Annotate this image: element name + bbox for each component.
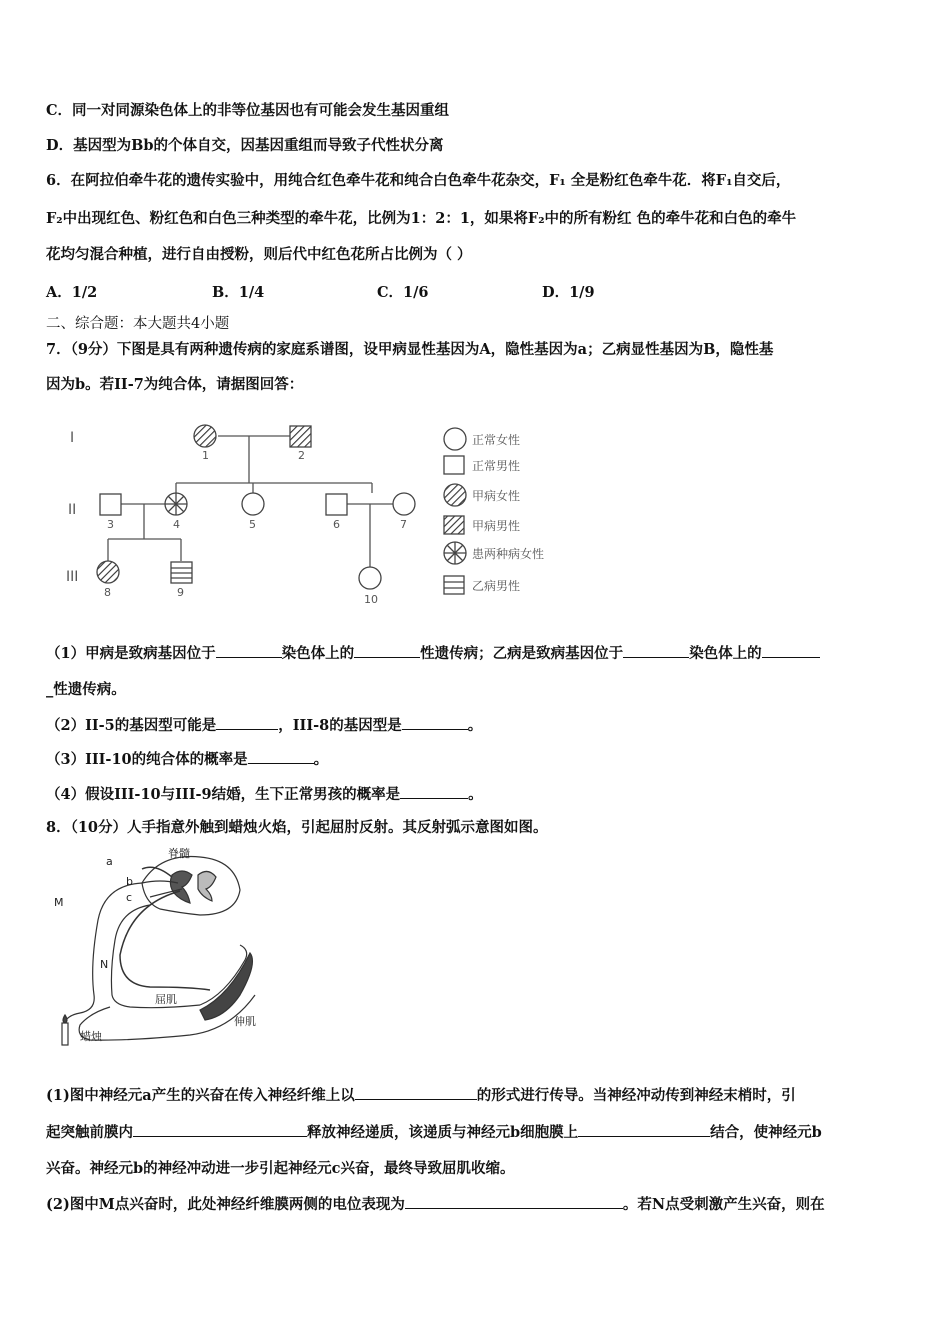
q6-option-d: D．1/9 bbox=[542, 284, 595, 301]
legend-disease-b-male: 乙病男性 bbox=[472, 579, 521, 593]
answer-blank[interactable] bbox=[762, 643, 820, 658]
legend-disease-a-female: 甲病女性 bbox=[472, 489, 521, 503]
answer-blank[interactable] bbox=[216, 643, 282, 658]
q8-sub2-line1: (2)图中M点兴奋时，此处神经纤维膜两侧的电位表现为 。若N点受刺激产生兴奋，则在 bbox=[46, 1196, 825, 1213]
q7-sub1-cont: _性遗传病。 bbox=[46, 681, 126, 698]
legend-both-diseases-female: 患两种病女性 bbox=[472, 547, 545, 561]
q7-line-1: 7．（9分）下图是具有两种遗传病的家庭系谱图，设甲病显性基因为A，隐性基因为a；乙病显性基因为B，隐性基 bbox=[46, 341, 774, 358]
section-heading: 二、综合题：本大题共4小题 bbox=[46, 316, 230, 332]
individual-III-10 bbox=[359, 567, 381, 589]
id-9: 9 bbox=[177, 586, 184, 599]
individual-III-9 bbox=[171, 562, 192, 583]
q5-option-c: C．同一对同源染色体上的非等位基因也有可能会发生基因重组 bbox=[46, 102, 450, 119]
gen-label-I: I bbox=[70, 430, 75, 446]
answer-blank[interactable] bbox=[248, 749, 314, 764]
label-flexor: 屈肌 bbox=[155, 993, 177, 1006]
q6-option-a: A．1/2 bbox=[46, 284, 98, 301]
individual-II-3 bbox=[100, 494, 121, 515]
individual-I-2 bbox=[290, 426, 311, 447]
answer-blank[interactable] bbox=[578, 1122, 710, 1137]
q7-sub1: （1）甲病是致病基因位于 染色体上的 性遗传病；乙病是致病基因位于 染色体上的 bbox=[46, 643, 820, 664]
pedigree-chart bbox=[60, 415, 590, 615]
id-6: 6 bbox=[333, 518, 340, 531]
individual-II-6 bbox=[326, 494, 347, 515]
id-1: 1 bbox=[202, 449, 209, 462]
answer-blank[interactable] bbox=[354, 643, 420, 658]
q8-sub1-line1: (1)图中神经元a产生的兴奋在传入神经纤维上以 的形式进行传导。当神经冲动传到神经末梢时，引 bbox=[46, 1087, 796, 1104]
label-a: a bbox=[106, 855, 113, 868]
id-7: 7 bbox=[400, 518, 407, 531]
answer-blank[interactable] bbox=[133, 1122, 307, 1137]
id-8: 8 bbox=[104, 586, 111, 599]
gen-label-III: III bbox=[66, 569, 79, 585]
q6-line-1: 6．在阿拉伯牵牛花的遗传实验中，用纯合红色牵牛花和纯合白色牵牛花杂交，F₁ 全是粉红色牵牛花．将F₁自交后， bbox=[46, 172, 791, 189]
reflex-arc-figure bbox=[50, 845, 290, 1055]
answer-blank[interactable] bbox=[623, 643, 689, 658]
individual-I-1 bbox=[194, 425, 216, 447]
q8-sub1-line3: 兴奋。神经元b的神经冲动进一步引起神经元c兴奋，最终导致屈肌收缩。 bbox=[46, 1160, 515, 1177]
q6-option-b: B．1/4 bbox=[212, 284, 265, 301]
individual-III-8 bbox=[97, 561, 119, 583]
answer-blank[interactable] bbox=[400, 784, 468, 799]
answer-blank[interactable] bbox=[402, 715, 468, 730]
individual-II-5 bbox=[242, 493, 264, 515]
q8-line-1: 8．（10分）人手指意外触到蜡烛火焰，引起屈肘反射。其反射弧示意图如图。 bbox=[46, 819, 548, 836]
id-10: 10 bbox=[364, 593, 378, 606]
legend-normal-female: 正常女性 bbox=[472, 433, 521, 447]
q6-line-2: F₂中出现红色、粉红色和白色三种类型的牵牛花，比例为1：2：1，如果将F₂中的所有粉红 色的牵牛花和白色的牵牛 bbox=[46, 210, 797, 227]
q6-option-c: C．1/6 bbox=[377, 284, 429, 301]
label-N: N bbox=[100, 958, 109, 971]
id-3: 3 bbox=[107, 518, 114, 531]
label-extensor: 伸肌 bbox=[234, 1015, 256, 1028]
id-5: 5 bbox=[249, 518, 256, 531]
answer-blank[interactable] bbox=[405, 1194, 623, 1209]
answer-blank[interactable] bbox=[355, 1085, 477, 1100]
q5-option-d: D．基因型为Bb的个体自交，因基因重组而导致子代性状分离 bbox=[46, 137, 444, 154]
label-b: b bbox=[126, 875, 133, 888]
q8-sub1-line2: 起突触前膜内 释放神经递质，该递质与神经元b细胞膜上 结合，使神经元b bbox=[46, 1124, 822, 1141]
label-M: M bbox=[54, 896, 64, 909]
legend-disease-a-male: 甲病男性 bbox=[472, 519, 521, 533]
label-spine: 脊髓 bbox=[168, 847, 190, 860]
label-c: c bbox=[126, 891, 133, 904]
id-4: 4 bbox=[173, 518, 180, 531]
q6-line-3: 花均匀混合种植，进行自由授粉，则后代中红色花所占比例为（ ） bbox=[46, 246, 472, 263]
q7-sub4: （4）假设III-10与III-9结婚，生下正常男孩的概率是 。 bbox=[46, 786, 483, 803]
id-2: 2 bbox=[298, 449, 305, 462]
legend-normal-male: 正常男性 bbox=[472, 459, 521, 473]
q7-sub3: （3）III-10的纯合体的概率是 。 bbox=[46, 751, 329, 768]
gen-label-II: II bbox=[68, 502, 77, 518]
answer-blank[interactable] bbox=[216, 715, 278, 730]
label-candle: 蜡烛 bbox=[80, 1030, 102, 1043]
q7-sub2: （2）II-5的基因型可能是 ，III-8的基因型是 。 bbox=[46, 717, 483, 734]
individual-II-7 bbox=[393, 493, 415, 515]
q7-line-2: 因为b。若II-7为纯合体，请据图回答： bbox=[46, 376, 304, 393]
individual-II-4 bbox=[165, 493, 187, 515]
